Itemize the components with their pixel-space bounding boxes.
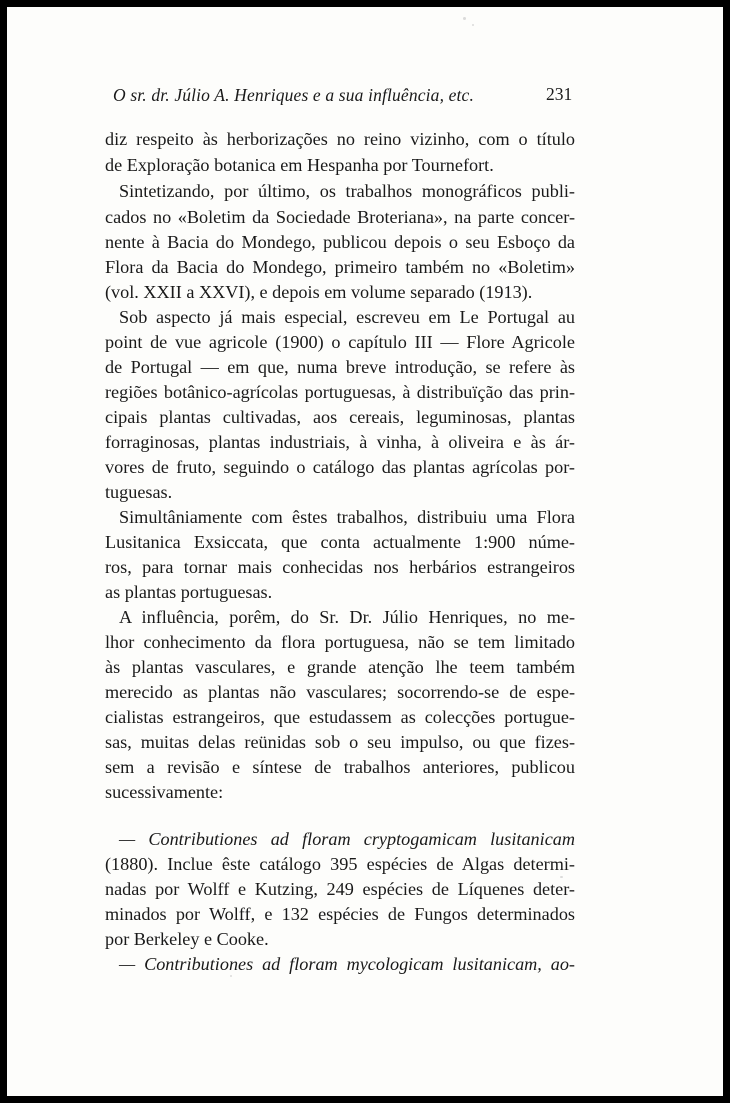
text-line: ros, para tornar mais conhecidas nos herbários estrangeiros [105,557,575,577]
text-line: nente à Bacia do Mondego, publicou depois o seu Esboço da [105,232,575,252]
text-line: point de vue agricole (1900) o capítulo III — Flore Agricole [105,332,575,352]
text-line: as plantas portuguesas. [105,582,273,602]
text-line: Sintetizando, por último, os trabalhos monográficos publi- [119,181,575,201]
page-number: 231 [546,84,573,104]
text-line: cados no «Boletim da Sociedade Broteriana», na parte concer- [105,207,575,227]
text-line: sem a revisão e síntese de trabalhos anteriores, publicou [105,757,575,777]
text-line: Lusitanica Exsiccata, que conta actualmente 1:900 núme- [105,532,575,552]
paper-speck [472,24,474,26]
text-line: minados por Wolff, e 132 espécies de Fungos determinados [105,904,575,924]
paper-speck [230,975,232,977]
running-title: O sr. dr. Júlio A. Henriques e a sua influência, etc. [113,85,474,105]
text-line: às plantas vasculares, e grande atenção lhe teem também [105,657,575,677]
text-line: regiões botânico-agrícolas portuguesas, à distribuïção das prin- [105,382,575,402]
text-line: de Exploração botanica em Hespanha por Tournefort. [105,155,494,175]
text-line: tuguesas. [105,482,173,502]
text-line: — Contributiones ad floram mycologicam lusitanicam, ao- [119,954,575,974]
text-line: cipais plantas cultivadas, aos cereais, leguminosas, plantas [105,407,575,427]
text-line: por Berkeley e Cooke. [105,929,269,949]
text-line: lhor conhecimento da flora portuguesa, não se tem limitado [105,632,575,652]
paper-speck [463,17,466,20]
text-line: (1880). Inclue êste catálogo 395 espécies de Algas determi- [105,854,575,874]
text-line: sas, muitas delas reünidas sob o seu impulso, ou que fizes- [105,732,575,752]
text-line: (vol. XXII a XXVI), e depois em volume separado (1913). [105,282,533,302]
text-line: nadas por Wolff e Kutzing, 249 espécies de Líquenes deter- [105,879,575,899]
text-line: diz respeito às herborizações no reino vizinho, com o título [105,129,575,149]
text-line: cialistas estrangeiros, que estudassem as colecções portugue- [105,707,575,727]
paper-speck [560,876,563,878]
text-line: — Contributiones ad floram cryptogamicam lusitanicam [119,829,575,849]
text-line: merecido as plantas não vasculares; socorrendo-se de espe- [105,682,575,702]
text-line: A influência, porêm, do Sr. Dr. Júlio Henriques, no me- [119,607,575,627]
text-line: vores de fruto, seguindo o catálogo das plantas agrícolas por- [105,457,575,477]
text-line: sucessivamente: [105,782,224,802]
text-line: Sob aspecto já mais especial, escreveu em Le Portugal au [119,307,575,327]
text-line: forraginosas, plantas industriais, à vinha, à oliveira e às ár- [105,432,575,452]
text-line: Flora da Bacia do Mondego, primeiro também no «Boletim» [105,257,575,277]
text-line: Simultâniamente com êstes trabalhos, distribuiu uma Flora [119,507,575,527]
text-line: de Portugal — em que, numa breve introdução, se refere às [105,357,575,377]
